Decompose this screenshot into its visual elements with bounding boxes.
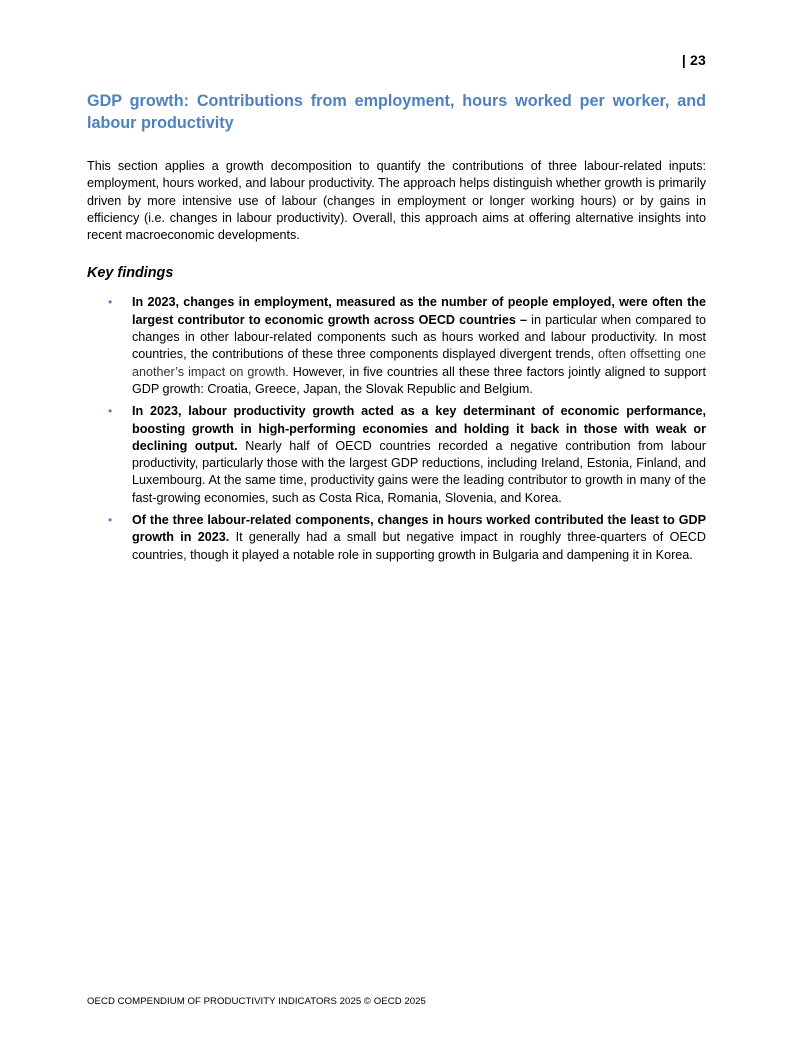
bullet-icon: • [108, 513, 113, 528]
finding-body-soft: often offsetting one another’s impact on growth. [132, 347, 706, 379]
finding-item-employment [87, 294, 706, 398]
bullet-icon: • [108, 404, 113, 419]
finding-body: Nearly half of OECD countries recorded a negative contribution from labour productivity, particularly those with the largest GDP reductions, including Ireland, Estonia, Finland, and Luxembourg. At the same time, productivity gains were the leading contributor to growth in many of the fast-growing economies, such as Costa Rica, Romania, Slovenia, and Korea. [132, 438, 706, 505]
finding-item-hours [87, 512, 706, 564]
main-content [87, 90, 706, 569]
finding-body: It generally had a small but negative impact in roughly three-quarters of OECD countries, though it played a notable role in supporting growth in Bulgaria and dampening it in Korea. [132, 530, 706, 562]
intro-paragraph: This section applies a growth decomposition to quantify the contributions of three labour-related inputs: employment, hours worked, and labour productivity. The approach helps distinguish whether growth is primarily driven by more intensive use of labour (changes in employment or longer working hours) or by gains in efficiency (i.e. changes in labour productivity). Overall, this approach aims at offering alternative insights into recent macroeconomic developments. [87, 159, 706, 243]
page-footer: OECD COMPENDIUM OF PRODUCTIVITY INDICATORS 2025 © OECD 2025 [87, 996, 426, 1007]
key-findings-heading: Key findings [87, 265, 174, 282]
finding-body: in particular when compared to changes in other labour-related components such as hours worked and labour productivity. In most countries, the contributions of these three components displayed divergent trends, [132, 312, 706, 362]
page-number: | 23 [681, 52, 706, 68]
section-title: GDP growth: Contributions from employment, hours worked per worker, and labour productivity [87, 92, 706, 132]
finding-item-productivity [87, 403, 706, 507]
finding-lead: Of the three labour-related components, changes in hours worked contributed the least to GDP growth in 2023. [132, 513, 706, 545]
key-findings-list [87, 294, 706, 563]
finding-body-end: However, in five countries all these three factors jointly aligned to support GDP growth: Croatia, Greece, Japan, the Slovak Republic and Belgium. [132, 364, 706, 396]
bullet-icon: • [108, 295, 113, 310]
finding-lead: In 2023, changes in employment, measured as the number of people employed, were often the largest contributor to economic growth across OECD countries – [132, 295, 706, 327]
finding-lead: In 2023, labour productivity growth acted as a key determinant of economic performance, boosting growth in high-performing economies and holding it back in those with weak or declining output. [132, 404, 706, 453]
